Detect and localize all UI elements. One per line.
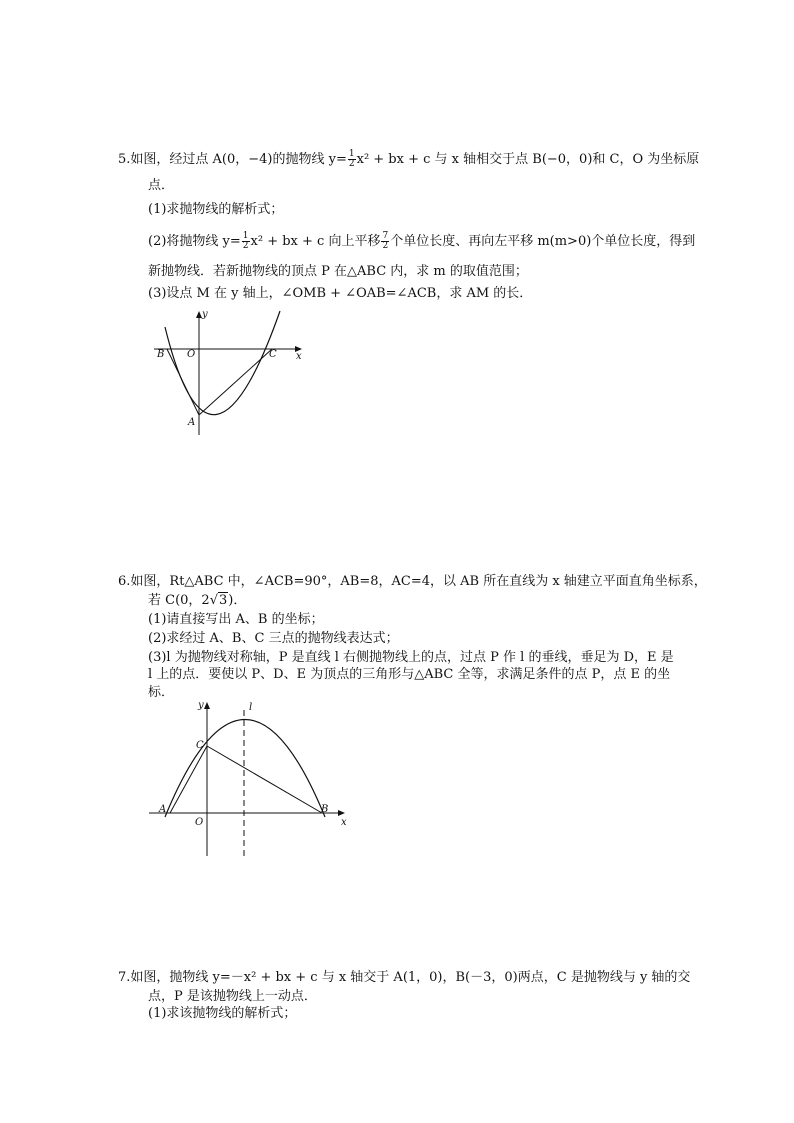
q5-part-2-cont: 新抛物线．若新抛物线的顶点 P 在△ABC 内，求 m 的取值范围； [148,264,528,279]
q6-part-1: (1)请直接写出 A、B 的坐标； [148,612,324,627]
frac-denominator: 2 [382,241,389,251]
segment-cb [207,746,322,813]
q6-text: )． [228,593,247,608]
label-c: C [196,740,204,751]
q6-figure [145,696,360,861]
x-axis-arrow [338,810,345,816]
q5-text: 个单位长度、再向左平移 m(m>0)个单位长度，得到 [390,234,696,249]
q6-part-2: (2)求经过 A、B、C 三点的抛物线表达式； [148,631,399,646]
q5-text: 5.如图，经过点 A(0，−4)的抛物线 y= [118,152,347,167]
q7-part-1: (1)求该抛物线的解析式； [148,1006,297,1021]
parabola [165,311,280,415]
q6-part-3-end: 标． [148,685,175,700]
q6-text: 若 C(0，2 [148,593,210,608]
label-x: x [341,817,347,828]
label-a: A [188,417,196,428]
q5-line-2: 点． [148,178,175,193]
label-a: A [159,804,167,815]
q6-part-3: (3)l 为抛物线对称轴，P 是直线 l 右侧抛物线上的点，过点 P 作 l 的垂线，垂足为 D，E 是 [148,650,674,665]
sqrt-radicand: 3 [219,593,228,608]
q5-part-3: (3)设点 M 在 y 轴上，∠OMB + ∠OAB=∠ACB，求 AM 的长． [148,286,533,301]
label-l: l [249,702,253,713]
q5-line-1 [118,150,699,169]
q5-part-1: (1)求抛物线的解析式； [148,202,284,217]
q6-part-3-cont: l 上的点．要使以 P、D、E 为顶点的三角形与△ABC 全等，求满足条件的点 P，点 E 的坐 [148,667,671,682]
frac-denominator: 2 [348,159,355,169]
label-b: B [157,349,165,360]
label-y: y [202,309,208,320]
segment-ac [199,349,272,415]
q7-line-1: 7.如图，抛物线 y=－x² + bx + c 与 x 轴交于 A(1，0)，B(－3，0)两点，C 是抛物线与 y 轴的交 [118,970,691,985]
q5-figure [150,305,310,440]
label-x: x [296,351,302,362]
fraction [381,232,389,251]
fraction [348,150,356,169]
label-y: y [198,700,204,711]
label-o: O [187,349,196,360]
label-c: C [269,349,277,360]
y-axis-arrow [204,702,210,709]
label-b: B [321,804,329,815]
q6-line-2: 若 C(0，2√3)． [148,593,247,608]
q6-line-1: 6.如图，Rt△ABC 中，∠ACB=90°，AB=8，AC=4，以 AB 所在直线为 x 轴建立平面直角坐标系， [118,574,707,589]
q7-line-2: 点，P 是该抛物线上一动点． [148,989,317,1004]
frac-numerator: 7 [382,231,389,241]
label-o: O [195,817,204,828]
q5-text: (2)将抛物线 y= [148,234,241,249]
frac-denominator: 2 [242,241,249,251]
fraction [242,232,250,251]
frac-numerator: 1 [242,231,249,241]
frac-numerator: 1 [348,149,355,159]
q5-text: x² + bx + c 与 x 轴相交于点 B(−0，0)和 C，O 为坐标原 [356,152,700,167]
segment-ac [170,746,207,813]
q5-part-2 [148,232,695,251]
q5-text: x² + bx + c 向上平移 [250,234,381,249]
